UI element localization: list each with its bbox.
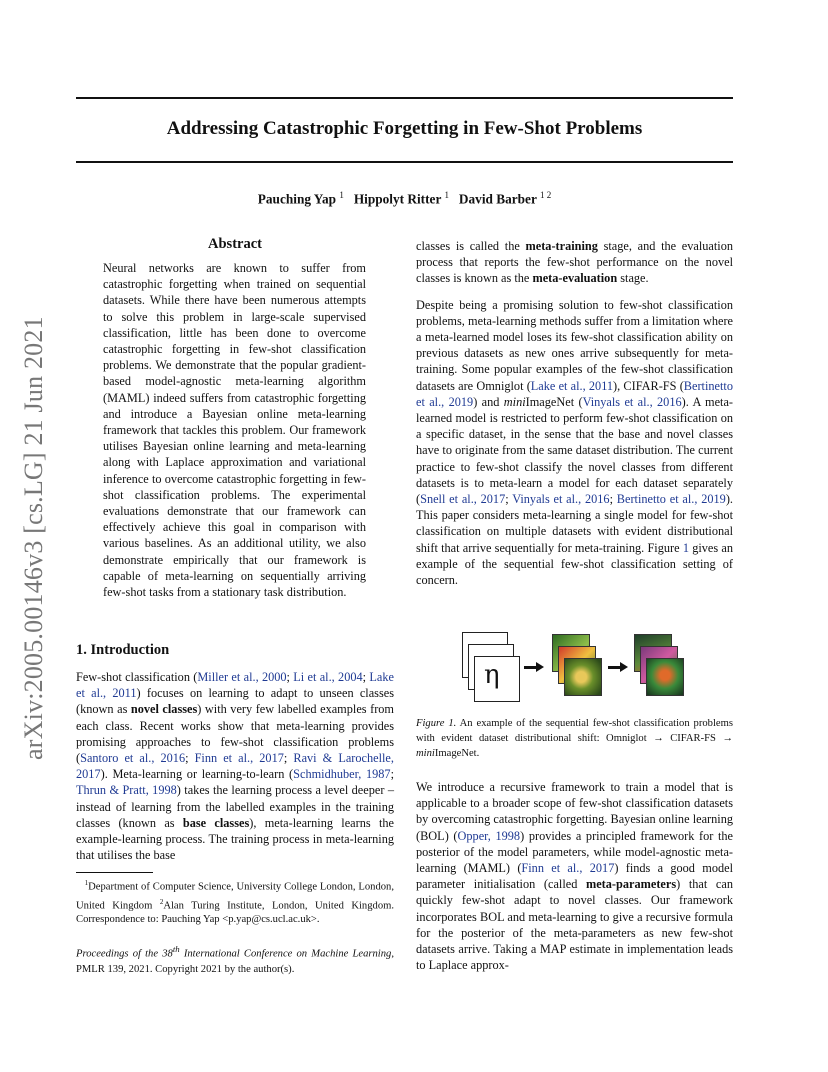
right-column-bottom bbox=[416, 779, 733, 973]
author-affiliation: 1 bbox=[444, 190, 449, 200]
arrow-icon bbox=[620, 662, 628, 672]
paragraph: We introduce a recursive framework to train a model that is applicable to a broader scope of few-shot classification datasets by overcoming catastrophic forgetting. Bayesian online learning (BOL) (Opper, 1998) provides a principled framework for the posterior of the model parameters, while model-agnostic meta-learning (MAML) (Finn et al., 2017) finds a good model parameter initialisation (called meta-parameters) that can quickly few-shot adapt to novel classes. Our framework incorporates BOL and meta-learning to give a recursive formula for the posterior of the meta-parameters as new few-shot datasets arrive. Taking a MAP estimate in implementation leads to Laplace approx- bbox=[416, 780, 734, 973]
proceedings-note: Proceedings of the 38th International Conference on Machine Learning, PMLR 139, 2021. Copyright 2021 by the author(s). bbox=[76, 944, 394, 975]
author-list bbox=[76, 190, 733, 207]
abstract-heading: Abstract bbox=[208, 236, 262, 252]
introduction-paragraph: Few-shot classification (Miller et al., 2000; Li et al., 2004; Lake et al., 2011) focuses on learning to adapt to unseen classes (known as novel classes) with very few labelled examples from each class. Recent works show that meta-learning provides promising approaches to few-shot classification problems (Santoro et al., 2016; Finn et al., 2017; Ravi & Larochelle, 2017). Meta-learning or learning-to-learn (Schmidhuber, 1987; Thrun & Pratt, 1998) takes the learning process a level deeper – instead of learning from the labelled examples in the training classes (known as base classes), meta-learning learns the example-learning process. The training process in meta-learning that utilises the base bbox=[76, 670, 395, 863]
citation-link[interactable]: Vinyals et al., 2016 bbox=[512, 492, 610, 507]
introduction-body bbox=[76, 669, 394, 863]
figure-reference-link[interactable]: 1 bbox=[682, 540, 689, 555]
author-name: Pauching Yap bbox=[257, 191, 336, 207]
omniglot-character: η bbox=[484, 660, 500, 690]
author-name: David Barber bbox=[458, 191, 537, 207]
citation-link[interactable]: Miller et al., 2000 bbox=[197, 670, 287, 684]
cifar-image bbox=[564, 658, 602, 696]
right-column-top bbox=[416, 238, 733, 598]
abstract-text: Neural networks are known to suffer from catastrophic forgetting when trained on sequential datasets. While there have been numerous attempts to solve this problem in large-scale supervised classification, little has been done to overcome catastrophic forgetting in few-shot classification problems. We demonstrate that the popular gradient-based model-agnostic meta-learning algorithm (MAML) indeed suffers from catastrophic forgetting and introduce a Bayesian online meta-learning framework that tackles this problem. Our framework utilises Bayesian online learning and meta-learning along with Laplace approximation and variational inference to overcome catastrophic forgetting in few-shot classification problems. The experimental evaluations demonstrate that our framework can effectively achieve this goal in comparison with various baselines. As an additional utility, we also demonstrate empirically that our framework is capable of meta-learning on sequentially arriving few-shot tasks from a stationary task distribution. bbox=[103, 261, 366, 600]
citation-link[interactable]: Finn et al., 2017 bbox=[194, 751, 284, 766]
citation-link[interactable]: Lake et al., 2011 bbox=[76, 670, 394, 701]
citation-link[interactable]: Opper, 1998 bbox=[457, 828, 521, 843]
citation-link[interactable]: Santoro et al., 2016 bbox=[80, 751, 186, 766]
miniimagenet-image bbox=[646, 658, 684, 696]
citation-link[interactable]: Schmidhuber, 1987 bbox=[293, 767, 391, 782]
arxiv-stamp: arXiv:2005.00146v3 [cs.LG] 21 Jun 2021 bbox=[19, 316, 48, 760]
top-rule bbox=[76, 97, 733, 99]
citation-link[interactable]: Li et al., 2004 bbox=[293, 670, 363, 684]
citation-link[interactable]: Lake et al., 2011 bbox=[530, 378, 614, 393]
citation-link[interactable]: Snell et al., 2017 bbox=[420, 492, 506, 507]
citation-link[interactable]: Bertinetto et al., 2019 bbox=[616, 492, 726, 507]
citation-link[interactable]: Bertinetto et al., 2019 bbox=[416, 378, 733, 409]
title-bottom-rule bbox=[76, 161, 733, 163]
arrow-icon bbox=[536, 662, 544, 672]
affiliation-footnote: $^1$Department of Computer Science, University College London, London, United Kingdom $^2$Alan Turing Institute, London, United Kingdom. Correspondence to: Pauching Yap <p.yap@cs.ucl.ac.uk>. bbox=[76, 879, 395, 926]
paragraph: Despite being a promising solution to few-shot classification problems, meta-learning methods suffer from a limitation where a meta-learned model loses its few-shot classification ability on previous datasets as new ones arrive subsequently for meta-training. Some popular examples of the few-shot classification datasets are Omniglot (Lake et al., 2011), CIFAR-FS (Bertinetto et al., 2019) and miniImageNet (Vinyals et al., 2016). A meta-learned model is restricted to perform few-shot classification on a specific dataset, in the sense that the base and novel classes have to originate from the same dataset distribution. The current practice to few-shot classify the novel classes from different datasets is to meta-learn a model for each dataset separately (Snell et al., 2017; Vinyals et al., 2016; Bertinetto et al., 2019). This paper considers meta-learning a single model for few-shot classification on multiple datasets with evident distributional shift that arrive sequentially for meta-training. Figure 1 gives an example of the sequential few-shot classification setting of concern. bbox=[416, 297, 734, 588]
paragraph: classes is called the meta-training stage, and the evaluation process that reports the few-shot performance on the novel classes is known as the meta-evaluation stage. bbox=[416, 239, 733, 286]
citation-link[interactable]: Finn et al., 2017 bbox=[521, 861, 615, 876]
footnote-rule bbox=[76, 872, 153, 873]
paper-title: Addressing Catastrophic Forgetting in Few-Shot Problems bbox=[166, 118, 643, 139]
citation-link[interactable]: Thrun & Pratt, 1998 bbox=[76, 783, 177, 798]
abstract-body bbox=[103, 260, 366, 600]
figure-1-caption: Figure 1. An example of the sequential few-shot classification problems with evident dataset distributional shift: Omniglot → CIFAR-FS → miniImageNet. bbox=[416, 718, 733, 759]
author-affiliation: 1 bbox=[339, 190, 344, 200]
citation-link[interactable]: Ravi & Larochelle, 2017 bbox=[76, 751, 394, 782]
citation-link[interactable]: Vinyals et al., 2016 bbox=[582, 394, 682, 409]
section-heading-introduction: 1. Introduction bbox=[76, 642, 170, 658]
author-affiliation: 1 2 bbox=[539, 190, 552, 200]
author-name: Hippolyt Ritter bbox=[353, 191, 442, 207]
figure-1-illustration bbox=[462, 632, 692, 708]
